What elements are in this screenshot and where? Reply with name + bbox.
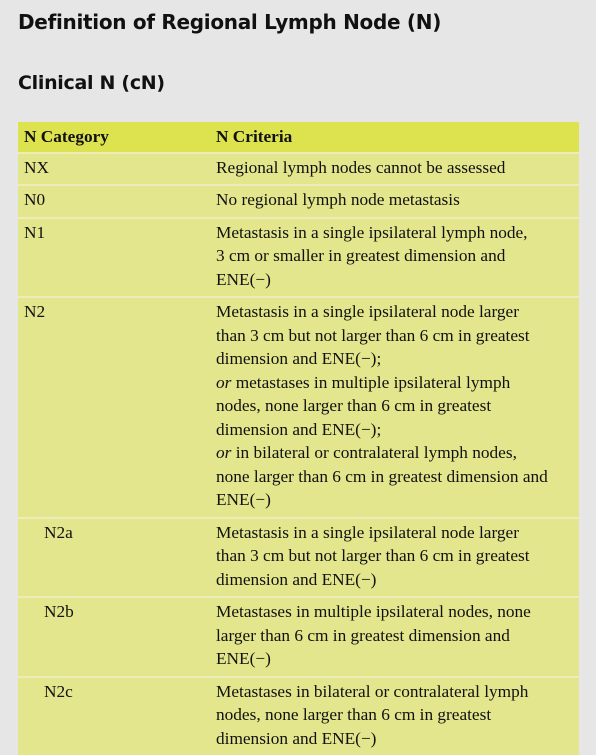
n-category-cell: N1 bbox=[18, 217, 209, 297]
n-criteria-cell bbox=[209, 296, 579, 517]
criteria-text: in bilateral or contralateral lymph nodes, bbox=[231, 443, 517, 462]
header-n-criteria: N Criteria bbox=[209, 122, 579, 152]
table-row-n1 bbox=[18, 217, 579, 297]
criteria-line: Metastasis in a single ipsilateral lymph node, bbox=[216, 221, 575, 245]
page-title: Definition of Regional Lymph Node (N) bbox=[18, 10, 441, 34]
n-category-cell: N2b bbox=[18, 596, 209, 676]
criteria-line: Metastasis in a single ipsilateral node larger bbox=[216, 521, 575, 545]
or-word: or bbox=[216, 443, 231, 462]
n-category-cell: NX bbox=[18, 152, 209, 185]
criteria-line: ENE(−) bbox=[216, 268, 575, 292]
table-row-n2c bbox=[18, 676, 579, 755]
table-row-nx bbox=[18, 152, 579, 185]
criteria-line: Metastasis in a single ipsilateral node larger bbox=[216, 300, 575, 324]
criteria-line: No regional lymph node metastasis bbox=[216, 188, 575, 212]
criteria-line: than 3 cm but not larger than 6 cm in greatest bbox=[216, 324, 575, 348]
criteria-line: dimension and ENE(−) bbox=[216, 727, 575, 751]
table-row-n2 bbox=[18, 296, 579, 517]
n-category-cell: N2c bbox=[18, 676, 209, 755]
criteria-line: dimension and ENE(−) bbox=[216, 568, 575, 592]
table-header-row bbox=[18, 122, 579, 152]
criteria-line: 3 cm or smaller in greatest dimension and bbox=[216, 244, 575, 268]
n-criteria-cell bbox=[209, 596, 579, 676]
table-row-n2a bbox=[18, 517, 579, 597]
criteria-line: ENE(−) bbox=[216, 488, 575, 512]
n-category-table bbox=[18, 122, 579, 755]
criteria-line: ENE(−) bbox=[216, 647, 575, 671]
criteria-line: Metastases in multiple ipsilateral nodes, none bbox=[216, 600, 575, 624]
section-title: Clinical N (cN) bbox=[18, 72, 165, 94]
criteria-line: nodes, none larger than 6 cm in greatest bbox=[216, 703, 575, 727]
criteria-line: than 3 cm but not larger than 6 cm in greatest bbox=[216, 544, 575, 568]
or-word: or bbox=[216, 373, 231, 392]
criteria-text: metastases in multiple ipsilateral lymph bbox=[231, 373, 510, 392]
n-category-cell: N2 bbox=[18, 296, 209, 517]
n-criteria-cell bbox=[209, 184, 579, 217]
n-criteria-cell bbox=[209, 217, 579, 297]
n-criteria-cell bbox=[209, 676, 579, 755]
criteria-line bbox=[216, 371, 575, 395]
table-row-n2b bbox=[18, 596, 579, 676]
criteria-line: nodes, none larger than 6 cm in greatest bbox=[216, 394, 575, 418]
header-n-category: N Category bbox=[18, 122, 209, 152]
table-row-n0 bbox=[18, 184, 579, 217]
n-criteria-cell bbox=[209, 152, 579, 185]
criteria-line: dimension and ENE(−); bbox=[216, 418, 575, 442]
n-category-cell: N0 bbox=[18, 184, 209, 217]
n-category-cell: N2a bbox=[18, 517, 209, 597]
criteria-line: none larger than 6 cm in greatest dimension and bbox=[216, 465, 575, 489]
criteria-line: Regional lymph nodes cannot be assessed bbox=[216, 156, 575, 180]
n-criteria-cell bbox=[209, 517, 579, 597]
criteria-line: Metastases in bilateral or contralateral lymph bbox=[216, 680, 575, 704]
criteria-line bbox=[216, 441, 575, 465]
criteria-line: larger than 6 cm in greatest dimension and bbox=[216, 624, 575, 648]
criteria-line: dimension and ENE(−); bbox=[216, 347, 575, 371]
